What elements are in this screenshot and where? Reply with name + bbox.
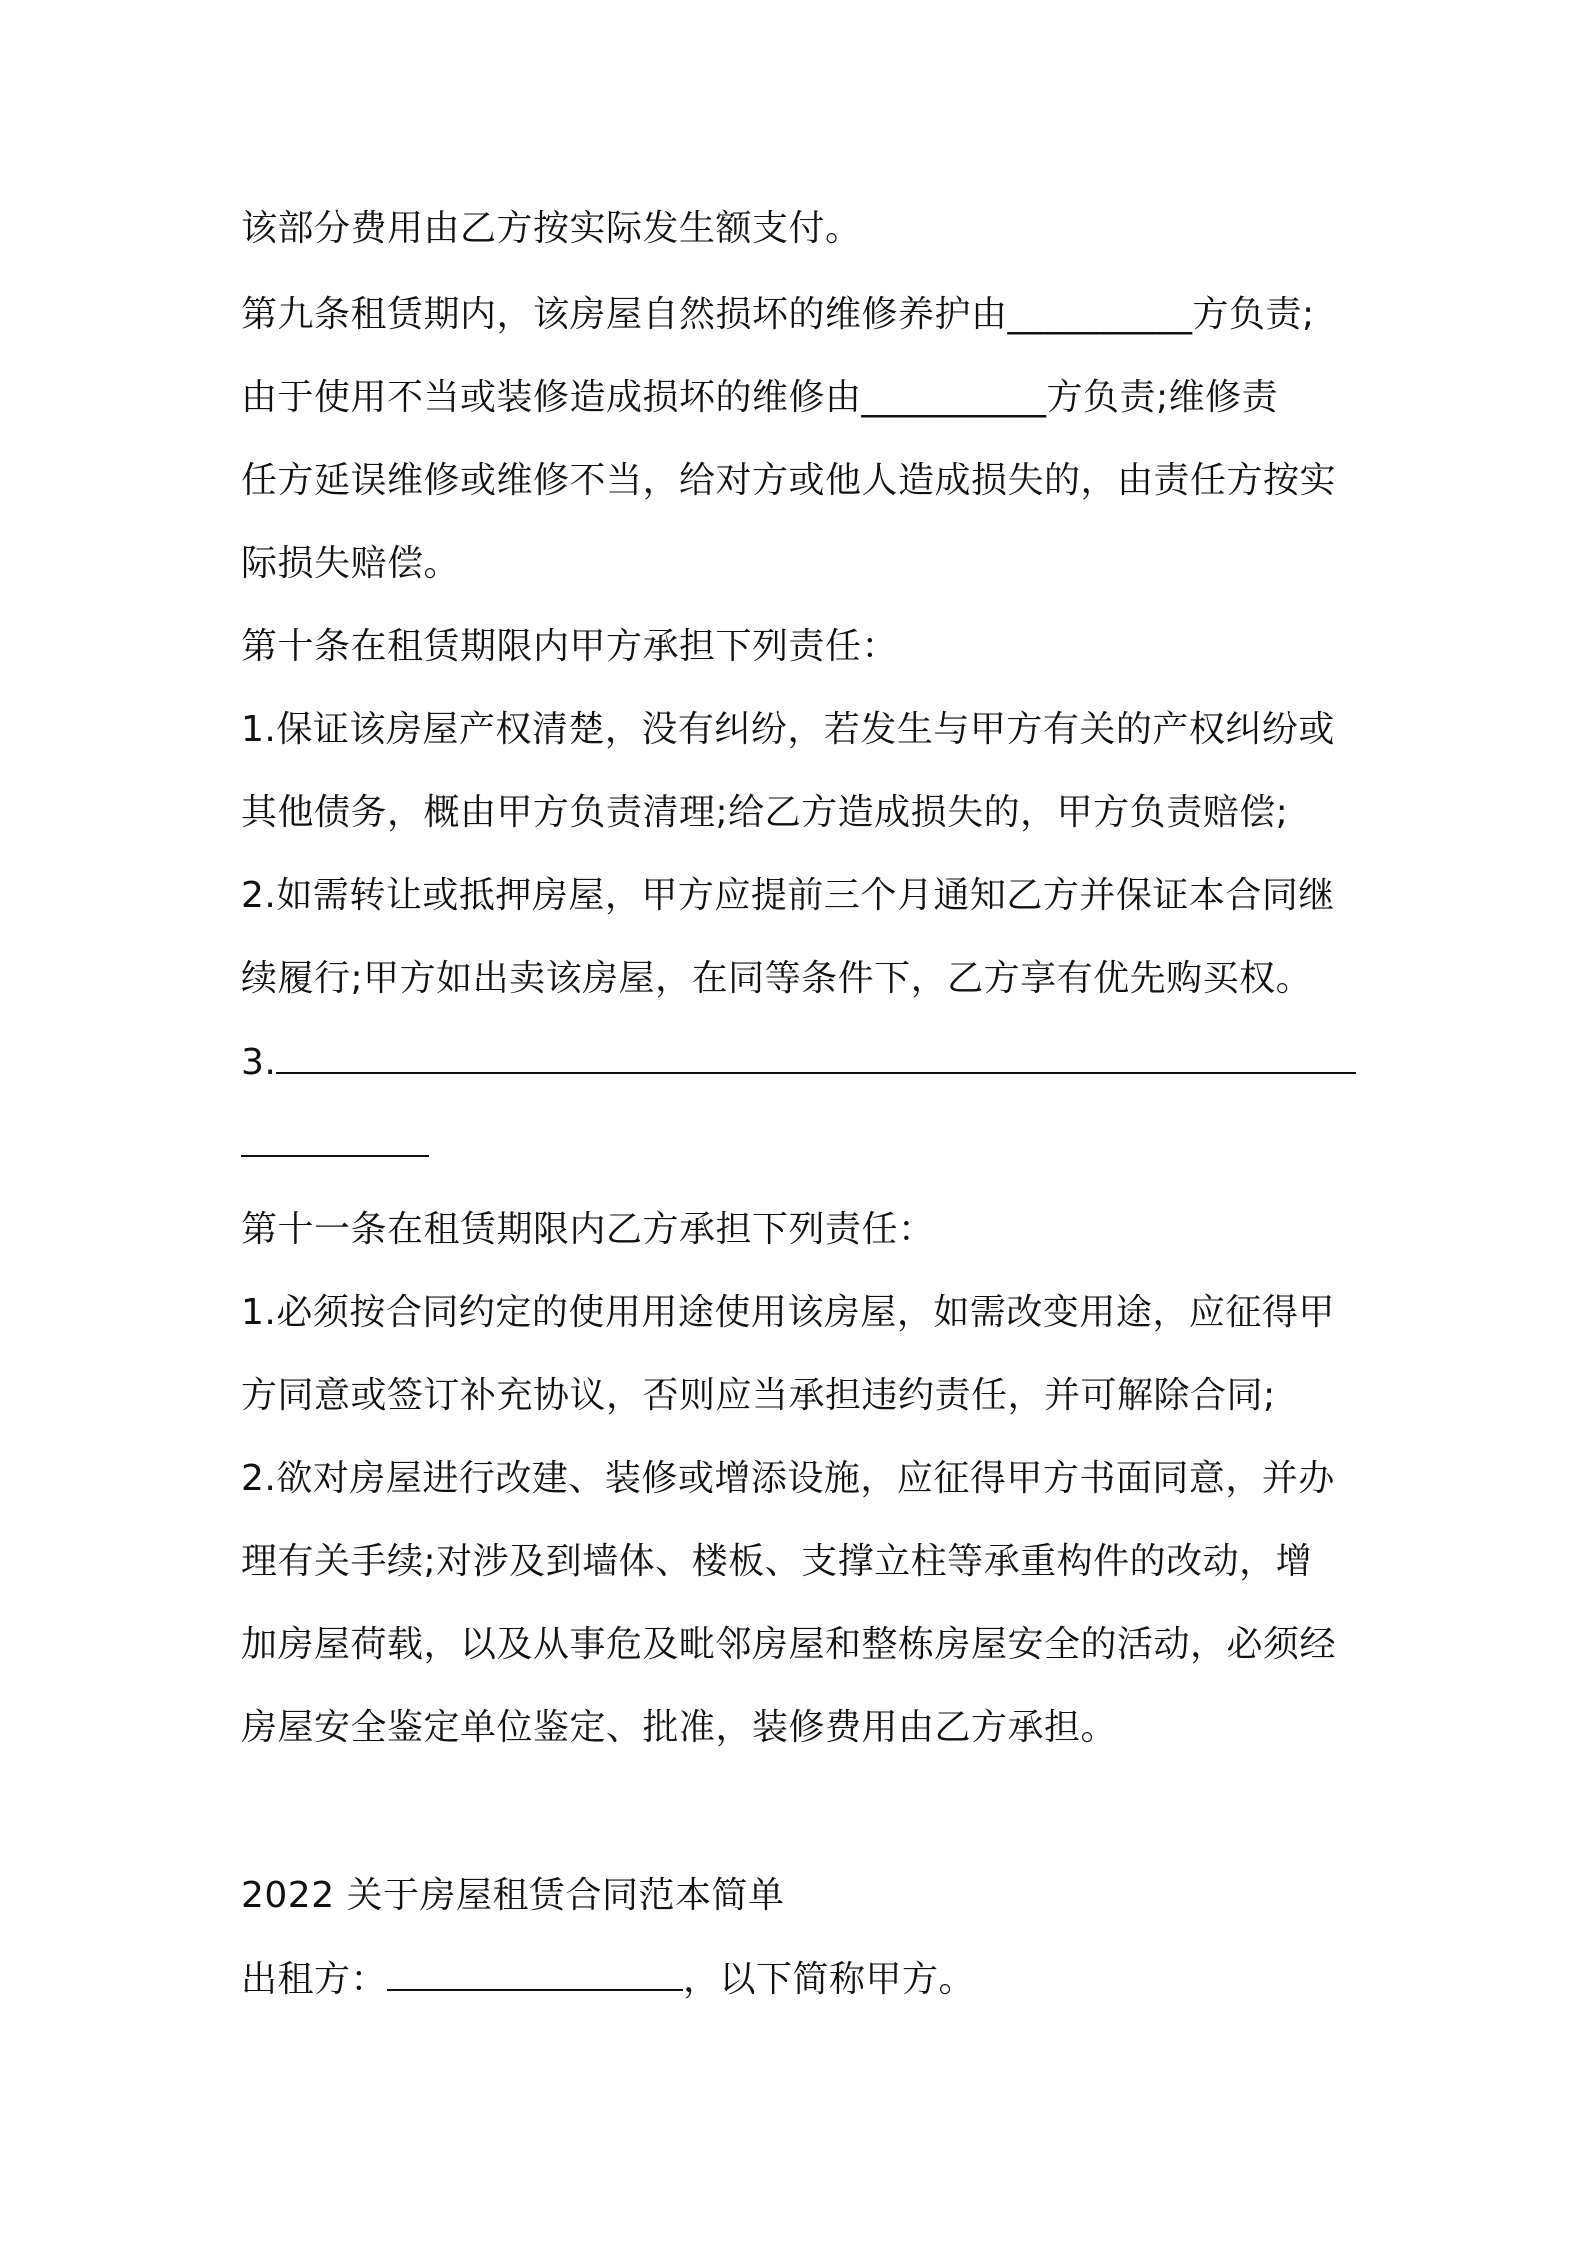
lessor-line: [241, 1958, 975, 2002]
fill-in-blank: [241, 1125, 429, 1157]
text-line: 第十一条在租赁期限内乙方承担下列责任：: [241, 1209, 935, 1250]
text-line: 其他债务，概由甲方负责清理;给乙方造成损失的，甲方负责赔偿;: [241, 792, 1289, 833]
text-line: 理有关手续;对涉及到墙体、楼板、支撑立柱等承重构件的改动，增: [241, 1541, 1313, 1582]
clause-3-number: 3.: [241, 1042, 277, 1083]
lessor-name-blank: [387, 1959, 683, 1991]
text-line: 由于使用不当或装修造成损坏的维修由__________方负责;维修责: [241, 377, 1279, 418]
text-line: 1.保证该房屋产权清楚，没有纠纷，若发生与甲方有关的产权纠纷或: [241, 709, 1335, 750]
text-line: 2.如需转让或抵押房屋，甲方应提前三个月通知乙方并保证本合同继: [241, 875, 1335, 916]
section-title: 2022 关于房屋租赁合同范本简单: [241, 1875, 785, 1916]
clause-3-line: [241, 1041, 1356, 1085]
clause-3-continuation: [241, 1124, 429, 1168]
text-line: 方同意或签订补充协议，否则应当承担违约责任，并可解除合同;: [241, 1375, 1276, 1416]
text-line: 1.必须按合同约定的使用用途使用该房屋，如需改变用途，应征得甲: [241, 1292, 1335, 1333]
fill-in-blank: [276, 1042, 1356, 1074]
text-line: 第九条租赁期内，该房屋自然损坏的维修养护由__________方负责;: [241, 294, 1315, 335]
text-line: 2.欲对房屋进行改建、装修或增添设施，应征得甲方书面同意，并办: [241, 1458, 1335, 1499]
text-line: 房屋安全鉴定单位鉴定、批准，装修费用由乙方承担。: [241, 1707, 1118, 1748]
text-line: 该部分费用由乙方按实际发生额支付。: [241, 208, 862, 249]
text-line: 任方延误维修或维修不当，给对方或他人造成损失的，由责任方按实: [241, 460, 1337, 501]
text-line: 加房屋荷载，以及从事危及毗邻房屋和整栋房屋安全的活动，必须经: [241, 1624, 1337, 1665]
text-line: 续履行;甲方如出卖该房屋，在同等条件下，乙方享有优先购买权。: [241, 958, 1313, 999]
lessor-suffix: ，以下简称甲方。: [683, 1959, 976, 2000]
text-line: 第十条在租赁期限内甲方承担下列责任：: [241, 626, 899, 667]
lessor-label: 出租方：: [241, 1959, 388, 2000]
text-line: 际损失赔偿。: [241, 543, 461, 584]
